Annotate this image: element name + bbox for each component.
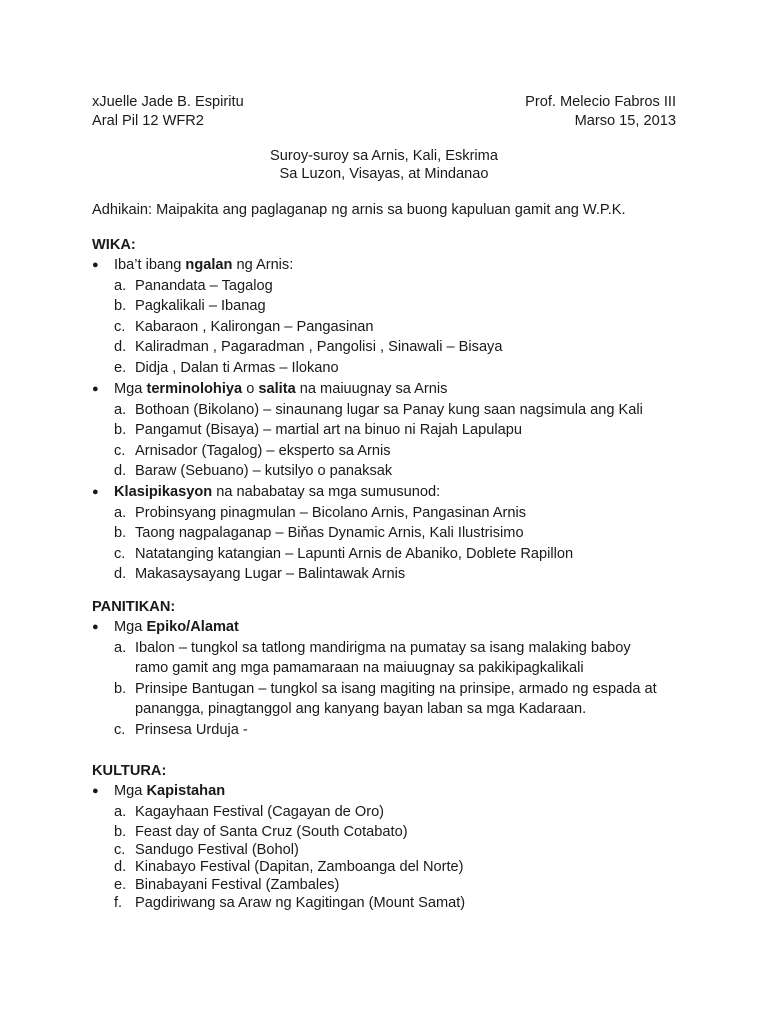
section-heading-wika: WIKA:	[92, 237, 136, 253]
bullet-icon: ●	[92, 621, 99, 633]
course-code: Aral Pil 12 WFR2	[92, 113, 204, 129]
bullet-text: Klasipikasyon na nababatay sa mga sumusunod:	[114, 484, 441, 500]
bullet-icon: ●	[92, 259, 99, 271]
bullet-text: Mga terminolohiya o salita na maiuugnay sa Arnis	[114, 381, 448, 397]
bullet-text: Mga Kapistahan	[114, 783, 226, 799]
document-date: Marso 15, 2013	[574, 113, 676, 129]
student-name: xJuelle Jade B. Espiritu	[92, 94, 244, 110]
section-heading-panitikan: PANITIKAN:	[92, 599, 176, 615]
document-page: xJuelle Jade B. Espiritu Aral Pil 12 WFR2 Prof. Melecio Fabros III Marso 15, 2013 Suroy-suroy sa Arnis, Kali, Eskrima Sa Luzon, Visayas, at Mindanao Adhikain: Maipakita ang paglaganap ng arnis sa buong kapuluan gamit ang W.P.K. WIKA: ● Iba’t ibang ngalan ng Arnis: a. Panandata – Tagalog b. Pagkalikali – Ibanag c. Kabaraon , Kalirongan – Pangasinan d. Kaliradman , Pagaradman , Pangolisi , Sinawali – Bisaya e. Didja , Dalan ti Armas – Ilokano ● Mga terminolohiya o salita na maiuugnay sa Arnis a. Bothoan (Bikolano) – sinaunang lugar sa Panay kung saan nagsimula ang Kali b. Pangamut (Bisaya) – martial art na binuo ni Rajah Lapulapu c. Arnisador (Tagalog) – eksperto sa Arnis d. Baraw (Sebuano) – kutsilyo o panaksak ● Klasipikasyon na nababatay sa mga sumusunod: a. Probinsyang pinagmulan – Bicolano Arnis, Pangasinan Arnis b. Taong nagpalaganap – Biňas Dynamic Arnis, Kali Ilustrisimo c. Natatanging katangian – Lapunti Arnis de Abaniko, Doblete Rapillon d. Makasaysayang Lugar – Balintawak Arnis PANITIKAN: ● Mga Epiko/Alamat a. Ibalon – tungkol sa tatlong mandirigma na pumatay sa isang malaking baboy ramo gamit ang mga pamamaraan na maiuugnay sa pakikipagkalikali b. Prinsipe Bantugan – tungkol sa isang magiting na prinsipe, armado ng espada at panangga, pinagtanggol ang kanyang bayan laban sa mga Kadaraan. c. Prinsesa Urduja - KULTURA: ● Mga Kapistahan a. Kagayhaan Festival (Cagayan de Oro) b. Feast day of Santa Cruz (South Cotabato) c. Sandugo Festival (Bohol) d. Kinabayo Festival (Dapitan, Zamboanga del Norte) e. Binabayani Festival (Zambales) f. Pagdiriwang sa Araw ng Kagitingan (Mount Samat)	[0, 0, 768, 1024]
bullet-icon: ●	[92, 785, 99, 797]
bullet-text: Mga Epiko/Alamat	[114, 619, 239, 635]
list-item-continuation: ramo gamit ang mga pamamaraan na maiuugnay sa pakikipagkalikali	[135, 660, 584, 676]
bullet-icon: ●	[92, 383, 99, 395]
objective: Adhikain: Maipakita ang paglaganap ng arnis sa buong kapuluan gamit ang W.P.K.	[92, 202, 626, 218]
list-item-continuation: panangga, pinagtanggol ang kanyang bayan laban sa mga Kadaraan.	[135, 701, 587, 717]
bullet-icon: ●	[92, 486, 99, 498]
section-heading-kultura: KULTURA:	[92, 763, 167, 779]
title-line-2: Sa Luzon, Visayas, at Mindanao	[279, 166, 489, 182]
professor-name: Prof. Melecio Fabros III	[525, 94, 676, 110]
bullet-text: Iba’t ibang ngalan ng Arnis:	[114, 257, 294, 273]
title-line-1: Suroy-suroy sa Arnis, Kali, Eskrima	[270, 148, 498, 164]
